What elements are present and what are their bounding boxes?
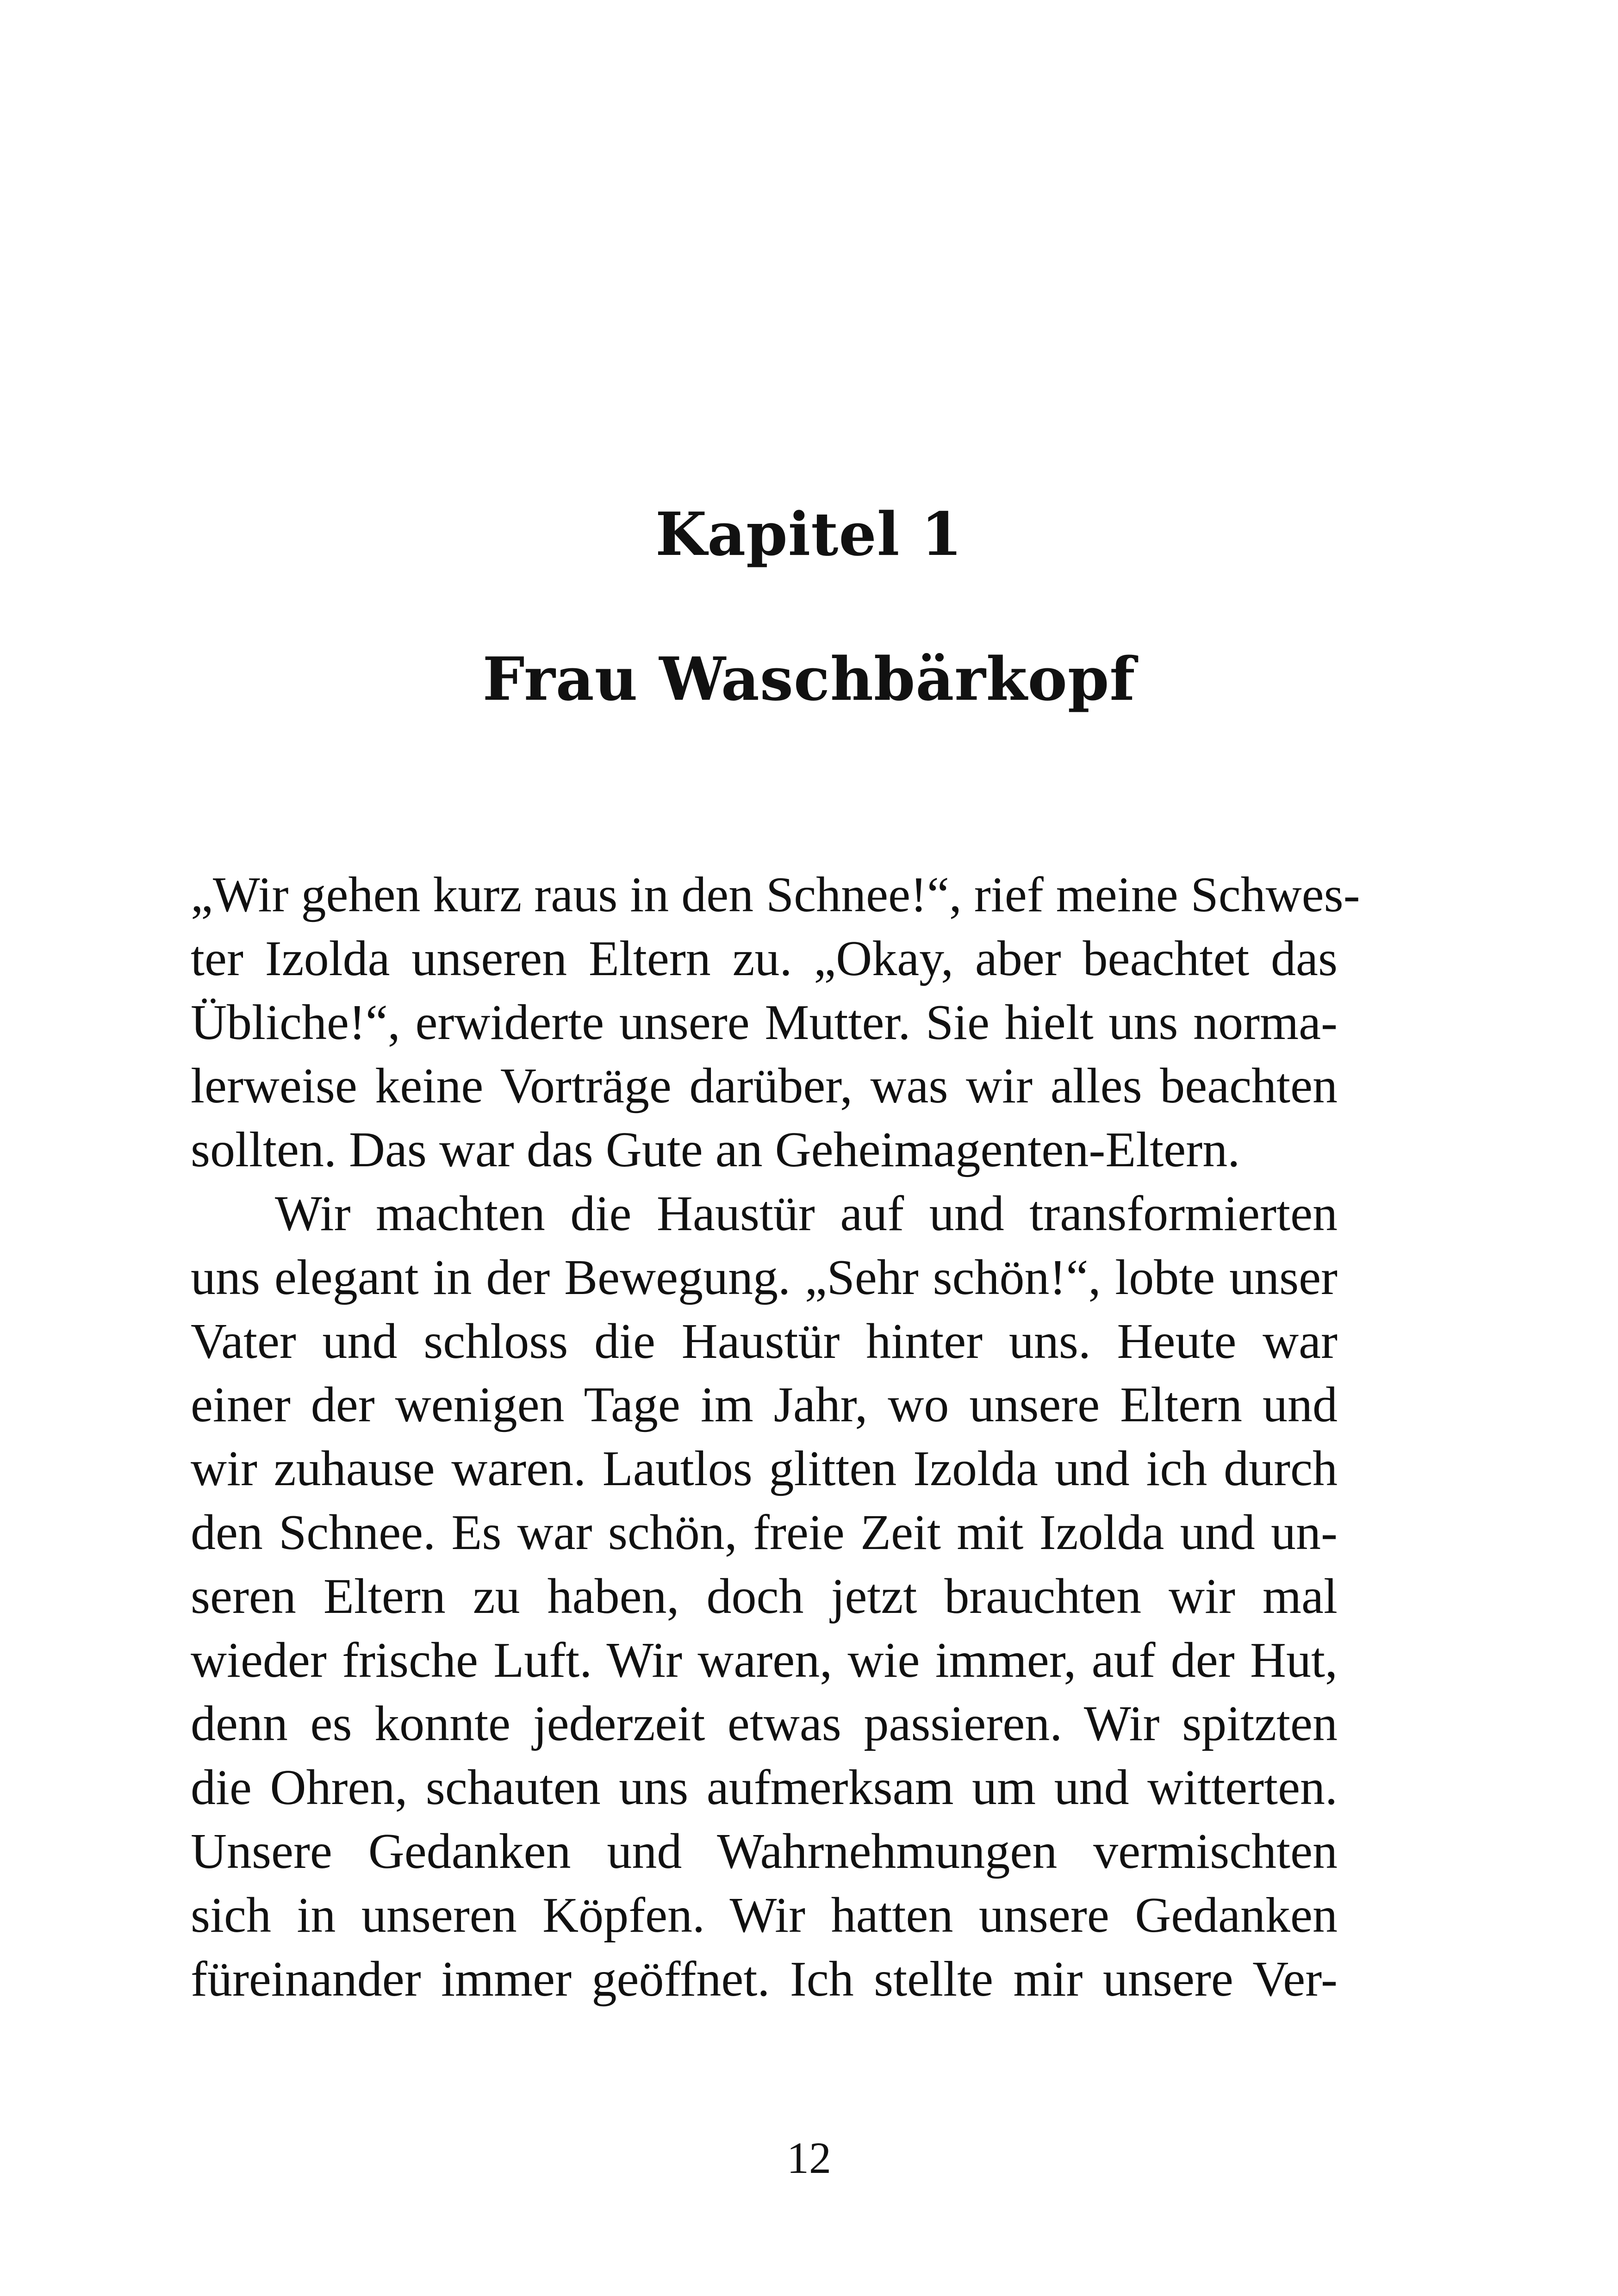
body-text bbox=[191, 863, 1360, 2011]
text-line: lerweise keine Vorträge darüber, was wir alles beachten bbox=[191, 1058, 1338, 1114]
text-line: die Ohren, schauten uns aufmerksam um und witterten. bbox=[191, 1760, 1338, 1816]
text-line: wieder frische Luft. Wir waren, wie immer, auf der Hut, bbox=[191, 1632, 1338, 1688]
text-line: Vater und schloss die Haustür hinter uns. Heute war bbox=[191, 1313, 1338, 1369]
text-line: einer der wenigen Tage im Jahr, wo unsere Eltern und bbox=[191, 1377, 1338, 1433]
text-line: Übliche!“, erwiderte unsere Mutter. Sie hielt uns norma- bbox=[191, 995, 1338, 1050]
text-line: Unsere Gedanken und Wahrnehmungen vermischten bbox=[191, 1823, 1338, 1879]
text-line: uns elegant in der Bewegung. „Sehr schön!“, lobte unser bbox=[191, 1250, 1338, 1305]
text-line: ter Izolda unseren Eltern zu. „Okay, aber beachtet das bbox=[191, 931, 1338, 986]
chapter-number: Kapitel 1 bbox=[655, 500, 963, 569]
text-line: sollten. Das war das Gute an Geheimagenten-Eltern. bbox=[191, 1122, 1240, 1178]
chapter-title: Frau Waschbärkopf bbox=[482, 645, 1136, 714]
text-line: seren Eltern zu haben, doch jetzt brauchten wir mal bbox=[191, 1568, 1338, 1624]
text-line: wir zuhause waren. Lautlos glitten Izolda und ich durch bbox=[191, 1441, 1338, 1497]
text-line: Wir machten die Haustür auf und transformierten bbox=[275, 1186, 1338, 1241]
text-line: „Wir gehen kurz raus in den Schnee!“, rief meine Schwes- bbox=[191, 867, 1360, 922]
text-line: denn es konnte jederzeit etwas passieren. Wir spitzten bbox=[191, 1696, 1338, 1752]
text-line: füreinander immer geöffnet. Ich stellte mir unsere Ver- bbox=[191, 1951, 1338, 2007]
text-line: den Schnee. Es war schön, freie Zeit mit Izolda und un- bbox=[191, 1505, 1338, 1560]
text-line: sich in unseren Köpfen. Wir hatten unsere Gedanken bbox=[191, 1887, 1338, 1943]
page-number: 12 bbox=[787, 2133, 831, 2183]
